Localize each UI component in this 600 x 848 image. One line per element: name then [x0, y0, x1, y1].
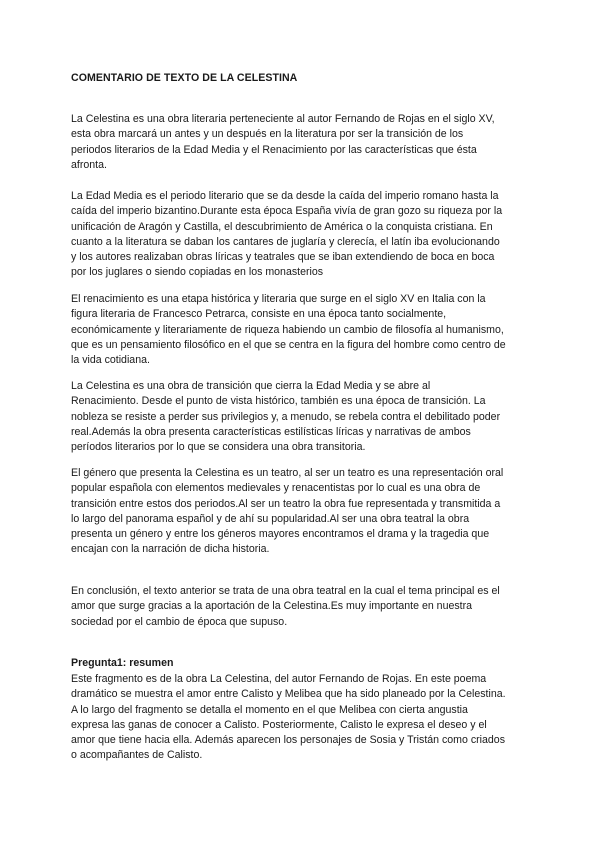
paragraph-renacimiento	[71, 292, 531, 368]
paragraph-genero	[71, 466, 531, 558]
text-line: caída del imperio bizantino.Durante esta época España vivía de gran gozo su riqueza por la	[71, 205, 503, 218]
text-line: períodos literarios por lo que se considera una obra transitoria.	[71, 441, 366, 454]
text-line: periodos literarios de la Edad Media y el Renacimiento por las características que ésta	[71, 143, 477, 156]
text-line: que es un pensamiento filosófico en el que se centra en la figura del hombre como centro de	[71, 338, 506, 351]
text-line: o acompañantes de Calisto.	[71, 749, 203, 762]
text-line: por los juglares o siendo copiadas en los monasterios	[71, 266, 324, 279]
text-line: económicamente y literariamente de riqueza habiendo un cambio de filosofía al humanismo,	[71, 323, 504, 336]
text-line: dramático se muestra el amor entre Calisto y Melibea que ha sido planeado por la Celestina.	[71, 688, 506, 701]
text-line: la vida cotidiana.	[71, 354, 150, 367]
paragraph-conclusion	[71, 584, 531, 630]
text-line: unificación de Aragón y Castilla, el descubrimiento de América o la conquista cristiana. En	[71, 220, 493, 233]
text-line: La Celestina es una obra de transición que cierra la Edad Media y se abre al	[71, 380, 431, 392]
paragraph-introduction	[71, 112, 531, 173]
text-line: afronta.	[71, 158, 107, 171]
paragraph-transicion	[71, 379, 531, 455]
text-line: popular española con elementos medievales y renacentistas por lo cual es una obra de	[71, 482, 481, 495]
paragraph-resumen	[71, 672, 531, 764]
paragraph-edad-media	[71, 189, 531, 281]
text-line: La Celestina es una obra literaria perteneciente al autor Fernando de Rojas en el siglo XV,	[71, 113, 495, 125]
text-line: La Edad Media es el periodo literario que se da desde la caída del imperio romano hasta la	[71, 190, 499, 202]
text-line: transición entre estos dos periodos.Al ser un teatro la obra fue representada y transmitida a	[71, 497, 501, 510]
text-line: A lo largo del fragmento se detalla el momento en el que Melibea con cierta angustia	[71, 703, 468, 716]
text-line: y los autores realizaban obras líricas y teatrales que se iban extendiendo de boca en boca	[71, 251, 495, 264]
text-line: El género que presenta la Celestina es un teatro, al ser un teatro es una representación oral	[71, 467, 504, 479]
text-line: Este fragmento es de la obra La Celestina, del autor Fernando de Rojas. En este poema	[71, 673, 487, 685]
text-line: amor que surge gracias a la aportación de la Celestina.Es muy importante en nuestra	[71, 600, 473, 613]
text-line: El renacimiento es una etapa histórica y literaria que surge en el siglo XV en Italia con la	[71, 293, 486, 305]
text-line: lo largo del panorama español y de ahí su popularidad.Al ser una obra teatral la obra	[71, 512, 470, 525]
text-line: Renacimiento. Desde el punto de vista histórico, también es una época de transición. La	[71, 395, 486, 408]
text-line: nobleza se resiste a perder sus privilegios y, a menudo, se rebela contra el debilitado poder	[71, 410, 501, 423]
text-line: expresa las ganas de conocer a Calisto. Posteriormente, Calisto le expresa el deseo y el	[71, 718, 487, 731]
text-line: sociedad por el cambio de época que supuso.	[71, 615, 288, 628]
text-line: presenta un género y entre los géneros mayores encontramos el drama y la tragedia que	[71, 528, 490, 541]
question-heading: Pregunta1: resumen	[71, 657, 174, 669]
text-line: encajan con la narración de dicha historia.	[71, 543, 270, 556]
document-title: COMENTARIO DE TEXTO DE LA CELESTINA	[71, 72, 298, 84]
text-line: esta obra marcará un antes y un después en la literatura por ser la transición de los	[71, 128, 464, 141]
text-line: En conclusión, el texto anterior se trata de una obra teatral en la cual el tema principal es el	[71, 585, 500, 597]
text-line: amor que tiene hacia ella. Además aparecen los personajes de Sosia y Tristán como criados	[71, 734, 505, 747]
text-line: real.Además la obra presenta características estilísticas líricas y narrativas de ambos	[71, 425, 471, 438]
text-line: cuanto a la literatura se daban los cantares de juglaría y clerecía, el latín iba evolucionando	[71, 235, 500, 248]
text-line: figura literaria de Francesco Petrarca, consiste en una época tanto socialmente,	[71, 308, 447, 321]
